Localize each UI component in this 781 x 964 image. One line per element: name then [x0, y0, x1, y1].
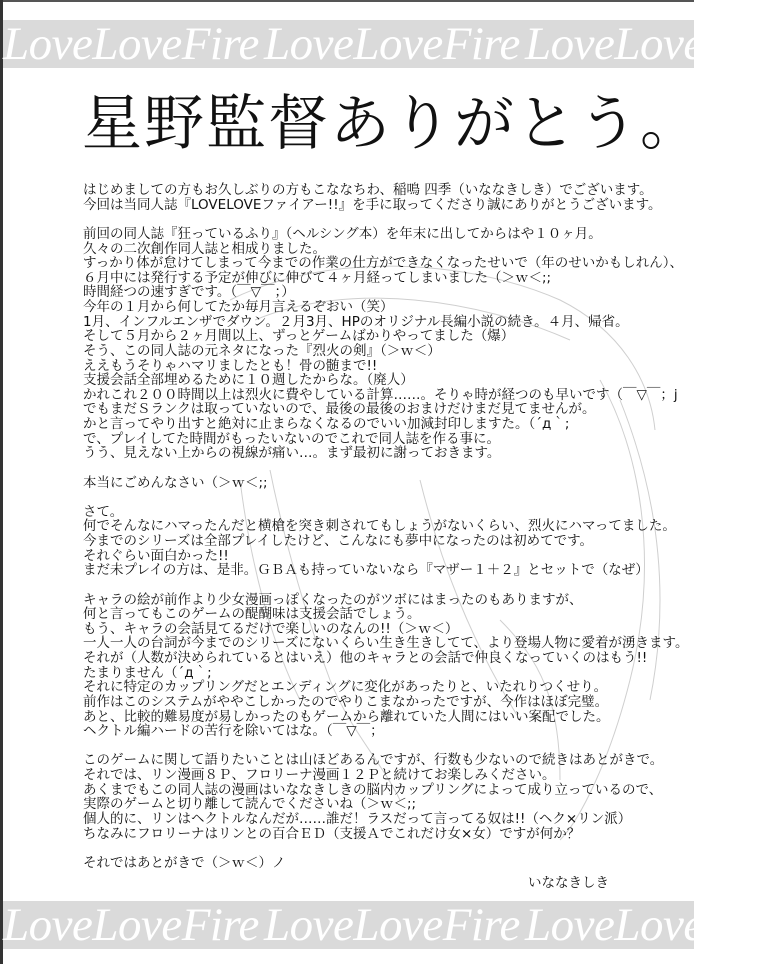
text-line: うう、見えない上からの視線が痛い…。まず最初に謝っておきます。: [83, 445, 501, 462]
text-line: ヘクトル編ハードの苦行を除いてはな。（￣▽￣；: [83, 723, 384, 740]
text-line: はじめましての方もお久しぶりの方もこななちわ、稲鳴 四季（いななきしき）でございます。: [83, 182, 653, 198]
text-line: まだ未プレイの方は、是非。ＧＢＡも持っていないなら『マザー１＋２』とセットで（なぜ）: [83, 562, 649, 579]
text-line: 何でそんなにハマったんだと横槍を突き刺されてもしょうがないくらい、烈火にハマってました。: [83, 518, 676, 535]
banner-text: LoveLoveFire: [3, 18, 259, 70]
text-line: 一人一人の台詞が今までのシリーズにないくらい生き生きしてて、より登場人物に愛着が湧きます。: [83, 635, 689, 652]
text-line: あくまでもこの同人誌の漫画はいななきしきの脳内カップリングによって成り立っているので、: [83, 781, 663, 798]
text-line: 久々の二次創作同人誌と相成りました。: [83, 240, 326, 257]
text-line: 個人的に、リンはヘクトルなんだが……誰だ！ラスだって言ってる奴は!!（ヘク×リン派）: [83, 810, 632, 827]
text-line: 前作はこのシステムがややこしかったのでやりこまなかったですが、今作はほぼ完璧。: [83, 693, 609, 710]
banner-text: LoveLoveFire: [525, 18, 781, 70]
afterword-text: [83, 182, 689, 871]
text-line: 本当にごめんなさい（＞ｗ＜;;: [83, 474, 268, 491]
text-line: 何と言ってもこのゲームの醍醐味は支援会話でしょう。: [83, 606, 421, 623]
text-line: それでは、リン漫画８Ｐ、フロリーナ漫画１２Ｐと続けてお楽しみください。: [83, 767, 556, 783]
text-line: ええもうそりゃハマリましたとも！骨の髄まで!!: [83, 357, 378, 374]
text-line: ６月中には発行する予定が伸びに伸びて４ヶ月経ってしまいました（＞ｗ＜;;: [83, 269, 552, 286]
top-banner: [3, 18, 781, 70]
text-line: ちなみにフロリーナはリンとの百合ＥＤ（支援Ａでこれだけ女×女）ですが何か？: [83, 825, 581, 842]
text-line: 今年の１月から何してたか毎月言えるぞおい（笑）: [83, 299, 394, 315]
page-left-edge: [0, 0, 3, 964]
text-line: あと、比較的難易度が易しかったのもゲームから離れていた人間にはいい案配でした。: [83, 708, 610, 725]
text-line: キャラの絵が前作より少女漫画っぽくなったのがツボにはまったのもありますが、: [83, 591, 583, 608]
blank-line: [83, 578, 683, 593]
text-line: 今回は当同人誌『LOVELOVEファイアー!!』を手に取ってくださり誠にありがとうございます。: [83, 196, 662, 213]
text-line: そう、この同人誌の元ネタになった『烈火の剣』（＞ｗ＜）: [83, 342, 441, 359]
text-line: このゲームに関して語りたいことは山ほどあるんですが、行数も少ないので続きはあとがきで。: [83, 752, 664, 769]
blank-line: [83, 212, 683, 227]
banner-text: LoveLoveFire: [264, 18, 520, 70]
text-line: もう、キャラの会話見てるだけで楽しいのなんの!!（＞ｗ＜）: [83, 620, 459, 637]
blank-line: [83, 841, 683, 856]
text-line: 支援会話全部埋めるために１０週したからな。（廃人）: [83, 372, 414, 389]
blank-line: [83, 461, 683, 476]
text-line: 1月、インフルエンザでダウン。２月3月、HPのオリジナル長編小説の続き。４月、帰省。: [83, 313, 629, 330]
banner-text: LoveLoveFire: [264, 899, 520, 951]
text-line: 時間経つの速すぎです。（￣▽￣；）: [83, 284, 295, 301]
bottom-banner: [3, 899, 781, 951]
text-line: かと言ってやり出すと絶対に止まらなくなるのでいい加減封印しますた。（´д｀;: [83, 416, 570, 432]
text-line: でもまだＳランクは取っていないので、最後の最後のおまけだけまだ見てませんが。: [83, 401, 596, 418]
text-line: 今までのシリーズは全部プレイしたけど、こんなにも夢中になったのは初めてです。: [83, 533, 594, 549]
page-top-edge: [0, 0, 694, 2]
banner-text: LoveLoveFire: [3, 899, 259, 951]
text-line: それに特定のカップリングだとエンディングに変化があったりと、いたれりつくせり。: [83, 679, 608, 696]
text-line: で、プレイしてた時間がもったいないのでこれで同人誌を作る事に。: [83, 430, 501, 447]
text-line: そして５月から２ヶ月間以上、ずっとゲームばかりやってました（爆）: [83, 328, 515, 345]
text-line: 実際のゲームと切り離して読んでくださいね（＞ｗ＜;;: [83, 796, 417, 813]
text-line: かれこれ２００時間以上は烈火に費やしている計算……。そりゃ時が経つのも早いです（￣▽￣；j: [83, 386, 678, 403]
text-line: たまりません（´д｀;: [83, 664, 212, 681]
text-line: 前回の同人誌『狂っているふり』（ヘルシング本）を年末に出してからはや１０ヶ月。: [83, 225, 602, 242]
page-title: 星野監督ありがとう。: [82, 89, 702, 159]
text-line: それぐらい面白かった!!: [83, 547, 229, 564]
banner-text: LoveLoveFire: [525, 899, 781, 951]
blank-line: [83, 490, 683, 505]
text-line: それが（人数が決められているとはいえ）他のキャラとの会話で仲良くなっていくのはもう!!: [83, 650, 648, 666]
author-signature: いななきしき: [528, 875, 609, 891]
text-line: さて。: [83, 503, 124, 520]
text-line: それではあとがきで（＞ｗ＜）ノ: [83, 854, 286, 871]
text-line: すっかり体が怠けてしまって今までの作業の仕方ができなくなったせいで（年のせいかもしれん）、: [83, 255, 683, 272]
